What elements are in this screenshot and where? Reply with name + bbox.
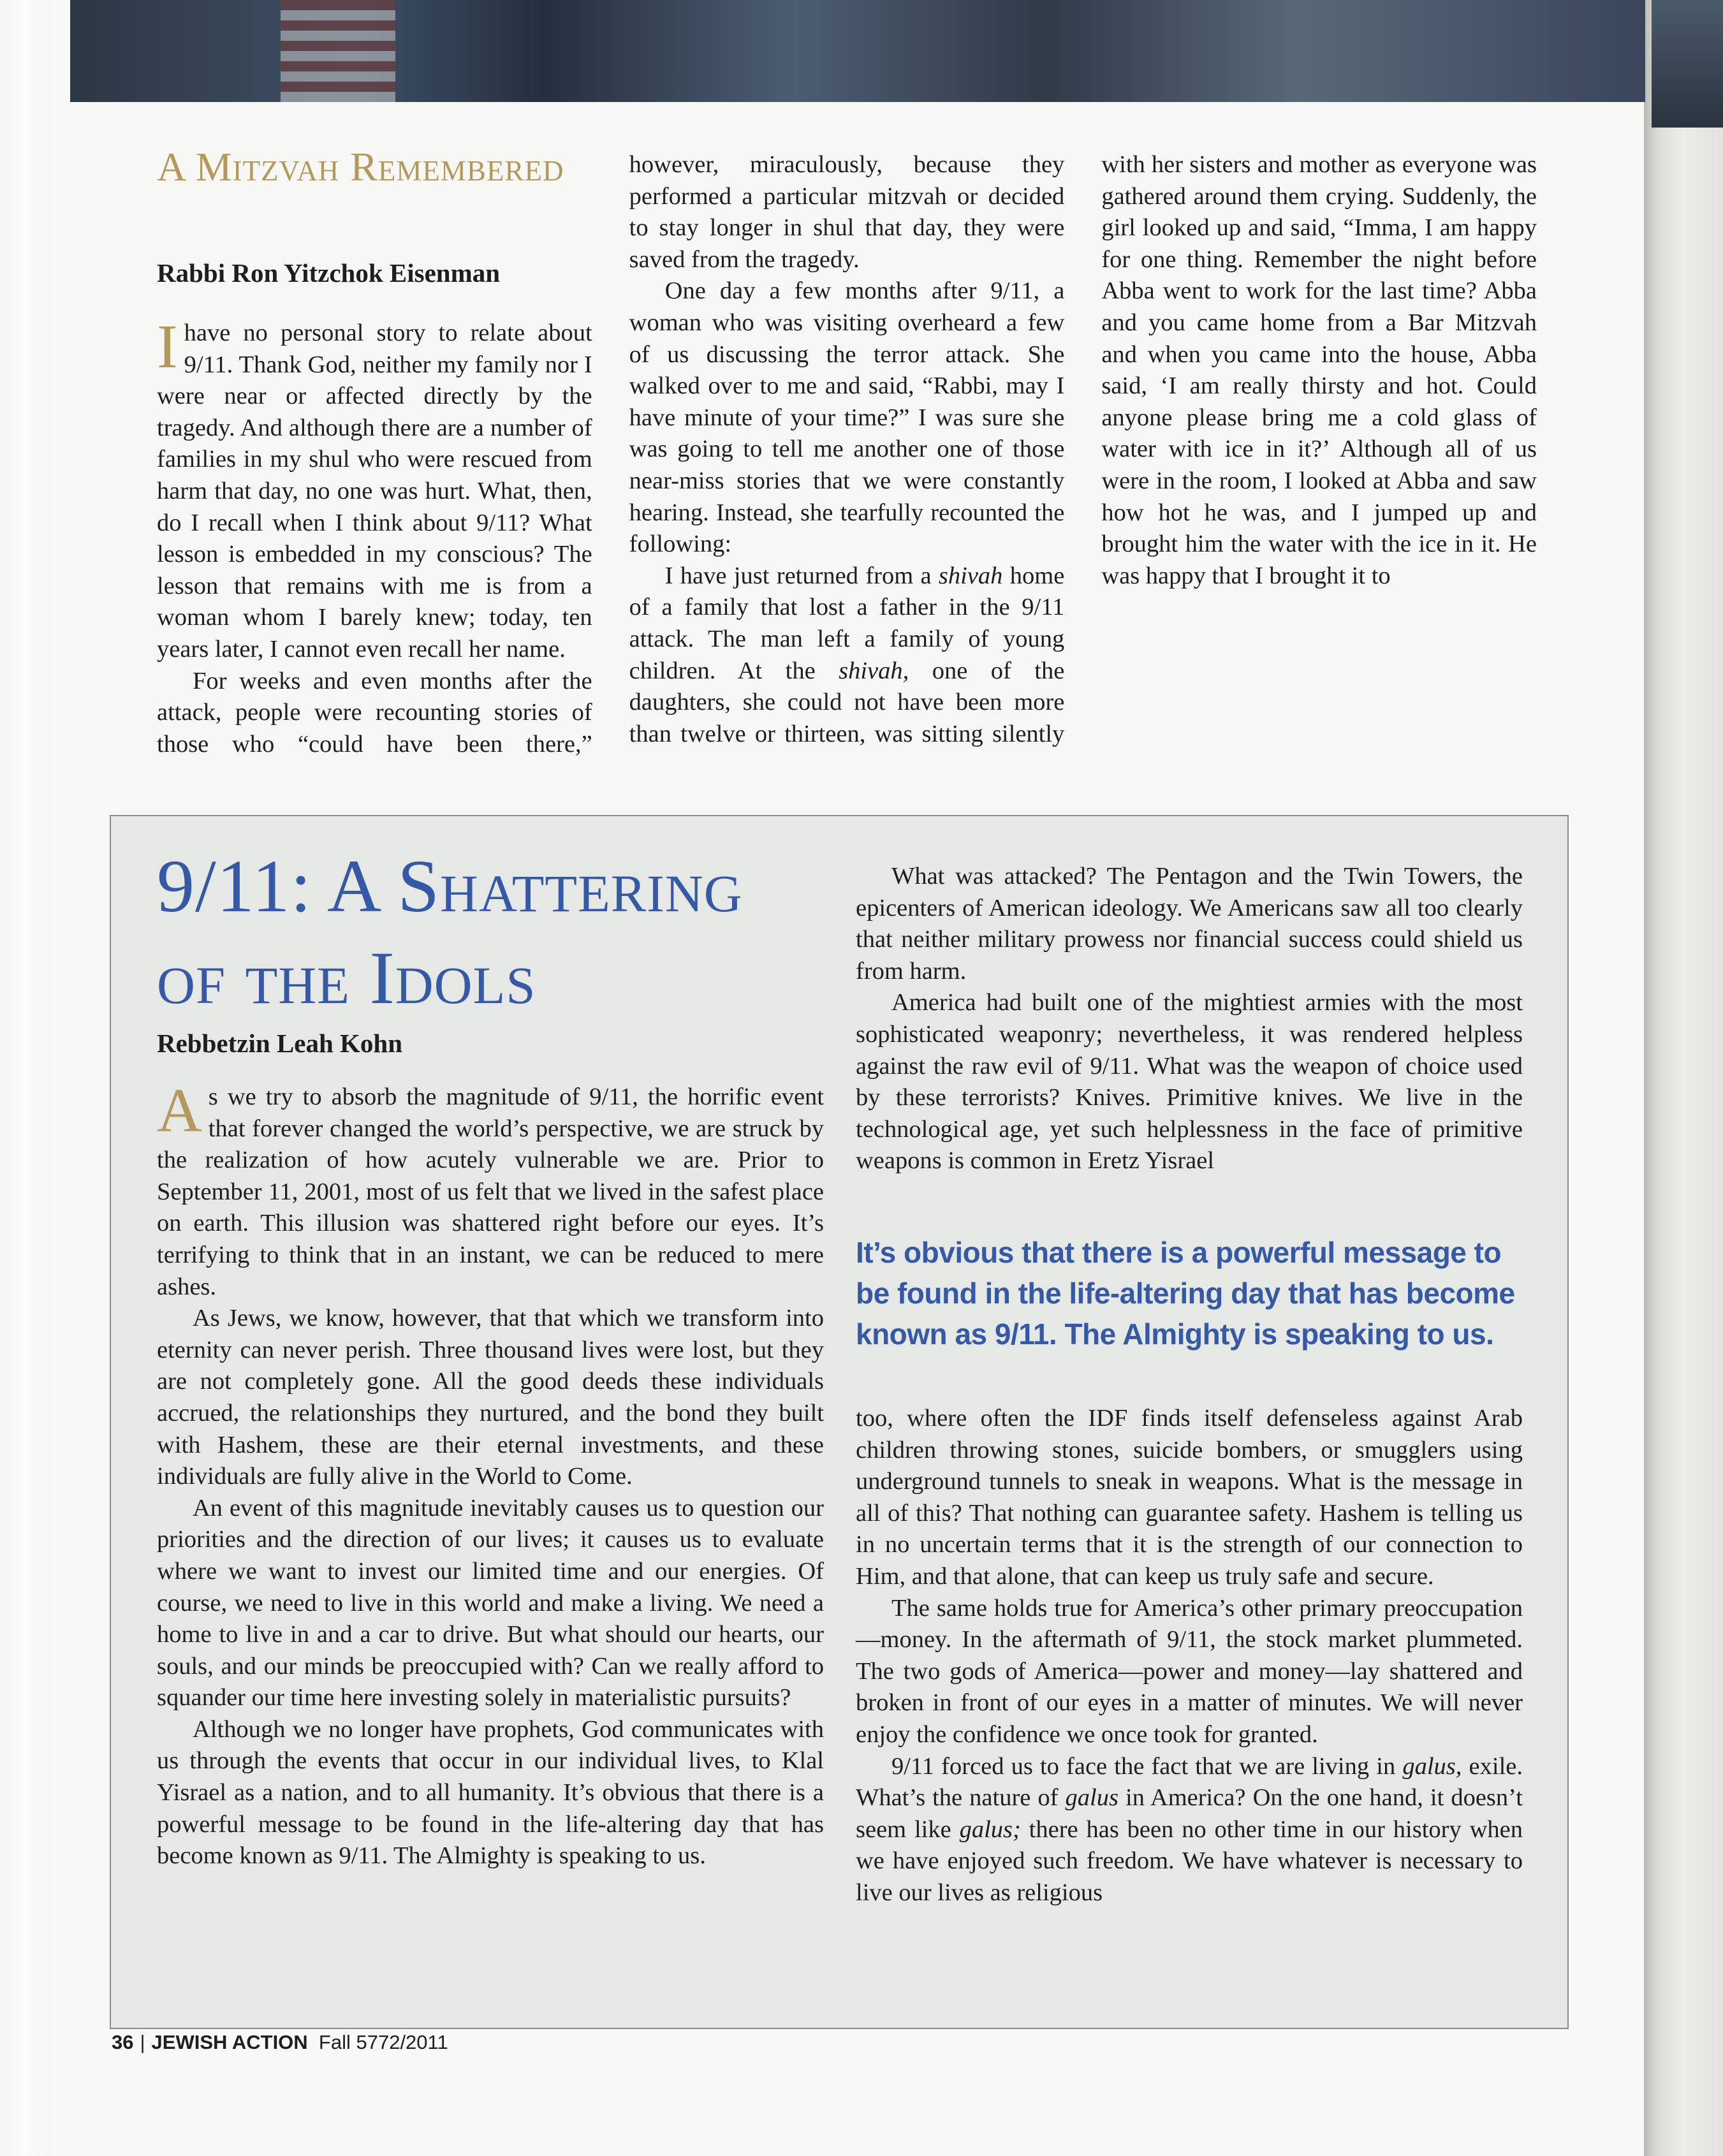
header-photo-strip <box>70 0 1645 102</box>
t8c: in America? On the one hand, it doesn’t seem like <box>856 1784 1523 1843</box>
galus-italic-3: galus; <box>959 1815 1021 1843</box>
article1-author: Rabbi Ron Yitzchok Eisenman <box>157 258 501 288</box>
article2-paragraph-1-text: s we try to absorb the magnitude of 9/11, the horrific event that forever changed the world’s perspective, we are struck by the realization of how acutely vulnerable we are. Prior to September 11, 2001, most of us felt that we lived in the safest place on earth. This illusion was shattered right before our eyes. It’s terrifying to think that in an instant, we can be reduced to mere ashes. <box>157 1083 824 1300</box>
t1: I have just returned from a <box>664 562 939 589</box>
article2-column-right-bottom <box>856 1403 1523 1909</box>
shivah-italic-2: shivah, <box>839 657 909 684</box>
galus-italic-2: galus <box>1065 1784 1118 1812</box>
article2-paragraph-6 <box>856 987 1523 1177</box>
article1-paragraph-3 <box>629 275 1065 560</box>
article1-paragraph-1 <box>157 312 592 666</box>
article2-paragraph-7 <box>856 1593 1523 1751</box>
facing-page-photo <box>1652 0 1723 128</box>
article2-column-right-top <box>856 861 1523 1177</box>
article2-text-p2: As Jews, we know, however, that that which we transform into eternity can never perish. Three thousand lives were lost, but they are not completely gone. All the good deeds these individuals accrued, the relationships they nurtured, and the bond they built with Hashem, these are their eternal investments, and these individuals are fully alive in the World to Come. <box>157 1305 824 1490</box>
article2-title-line2: of the Idols <box>157 936 536 1020</box>
t3: one of the daughters, she could not have been more than twelve or thirteen, was sitting silently with her sisters and mother as everyone was gathered around them crying. Suddenly, the girl looked up and said, “Imma, I am happy for one thing. Remember the night before Abba went to work for the last time? Abba and you came home from a Bar Mitzvah and when you came into the house, Abba said, ‘I am really thirsty and hot. Could anyone please bring me a cold glass of water with ice in it?’ Although all of us were in the room, I looked at Abba and saw how hot he was, and I jumped up and brought him the water with the ice in it. He was happy that I brought it to <box>629 151 1537 747</box>
article1-body <box>157 149 1537 763</box>
article1-title: A Mitzvah Remembered <box>157 144 564 189</box>
t8a: 9/11 forced us to face the fact that we are living in <box>891 1752 1403 1780</box>
article2-text-p6-cont: too, where often the IDF finds itself defenseless against Arab children throwing stones, suicide bombers, or smugglers using underground tunnels to sneak in weapons. What is the message in all of this? That nothing can guarantee safety. Hashem is telling us in no uncertain terms that it is the strength of our connection to Him, and that alone, that can keep us truly safe and secure. <box>856 1405 1523 1590</box>
article2-paragraph-2 <box>157 1303 824 1493</box>
article2-text-p6: America had built one of the mightiest armies with the most sophisticated weaponry; nevertheless, it was rendered helpless against the raw evil of 9/11. What was the weapon of choice used by these terrorists? Knives. Primitive knives. We live in the technological age, yet such helplessness in the face of primitive weapons is common in Eretz Yisrael <box>856 989 1523 1175</box>
article2-paragraph-1 <box>157 1076 824 1303</box>
page-footer <box>112 2031 448 2054</box>
article2-column-left <box>157 1076 824 1872</box>
article2-paragraph-5 <box>856 861 1523 987</box>
article2-paragraph-3 <box>157 1493 824 1714</box>
article2-author: Rebbetzin Leah Kohn <box>157 1029 402 1058</box>
article2-paragraph-6-cont <box>856 1403 1523 1593</box>
page-number: 36 <box>112 2031 134 2053</box>
publication-name: JEWISH ACTION <box>151 2031 308 2053</box>
article1-paragraph-2-text: For weeks and even months after the attack, people were recounting stories of those who “could have been there,” however, miraculously, because they performed a particular mitzvah or decided to stay longer in shul that day, they were saved from the tragedy. <box>157 151 1065 758</box>
issue-date: Fall 5772/2011 <box>318 2031 448 2053</box>
article2-dropcap: A <box>157 1076 202 1145</box>
t8b: exile. What’s the nature of <box>856 1752 1523 1812</box>
facing-page-edge <box>1644 0 1723 2156</box>
pull-quote: It’s obvious that there is a powerful message to be found in the life-altering day that has become known as 9/11. The Almighty is speaking to us. <box>856 1236 1515 1351</box>
t8d: there has been no other time in our history when we have enjoyed such freedom. We have whatever is necessary to live our lives as religious <box>856 1815 1523 1906</box>
flag-image <box>281 0 395 102</box>
article1-paragraph-3-text: One day a few months after 9/11, a woman who was visiting overheard a few of us discussing the terror attack. She walked over to me and said, “Rabbi, may I have minute of your time?” I was sure she was going to tell me another one of those near-miss stories that we were constantly hearing. Instead, she tearfully recounted the following: <box>629 277 1065 558</box>
footer-separator: | <box>140 2031 145 2053</box>
article2-text-p5: What was attacked? The Pentagon and the Twin Towers, the epicenters of American ideology. We Americans saw all too clearly that neither military prowess nor financial success could shield us from harm. <box>856 863 1523 985</box>
article2-title-line1: 9/11: A Shattering <box>157 844 743 928</box>
t2: home of a family that lost a father in the 9/11 attack. The man left a family of young children. At the <box>629 562 1065 684</box>
article2-text-p4: Although we no longer have prophets, God communicates with us through the events that occur in our individual lives, to Klal Yisrael as a nation, and to all humanity. It’s obvious that there is a powerful message to be found in the life-altering day that has become known as 9/11. The Almighty is speaking to us. <box>157 1715 824 1870</box>
shivah-italic: shivah <box>938 562 1003 589</box>
scan-left-margin <box>0 0 52 2156</box>
article1-dropcap: I <box>157 312 178 381</box>
article2-text-p7: The same holds true for America’s other primary preoccupation—money. In the aftermath of 9/11, the stock market plummeted. The two gods of America—power and money—lay shattered and broken in front of our eyes in a matter of minutes. We will never enjoy the confidence we once took for granted. <box>856 1594 1523 1748</box>
article1-title-spacer <box>157 149 592 318</box>
article1-paragraph-1-text: have no personal story to relate about 9/11. Thank God, neither my family nor I were near or affected directly by the tragedy. And although there are a number of families in my shul who were rescued from harm that day, no one was hurt. What, then, do I recall when I think about 9/11? What lesson is embedded in my conscious? The lesson that remains with me is from a woman whom I barely knew; today, ten years later, I cannot even recall her name. <box>157 319 592 663</box>
article2-title <box>157 840 743 1024</box>
galus-italic-1: galus, <box>1402 1752 1462 1780</box>
article2-text-p3: An event of this magnitude inevitably causes us to question our priorities and the direction of our lives; it causes us to evaluate where we want to invest our limited time and our energies. Of course, we need to live in this world and make a living. We need a home to live in and a car to drive. But what should our hearts, our souls, and our minds be preoccupied with? Can we really afford to squander our time here investing solely in materialistic pursuits? <box>157 1494 824 1712</box>
article2-paragraph-4 <box>157 1714 824 1872</box>
article2-paragraph-8 <box>856 1751 1523 1909</box>
